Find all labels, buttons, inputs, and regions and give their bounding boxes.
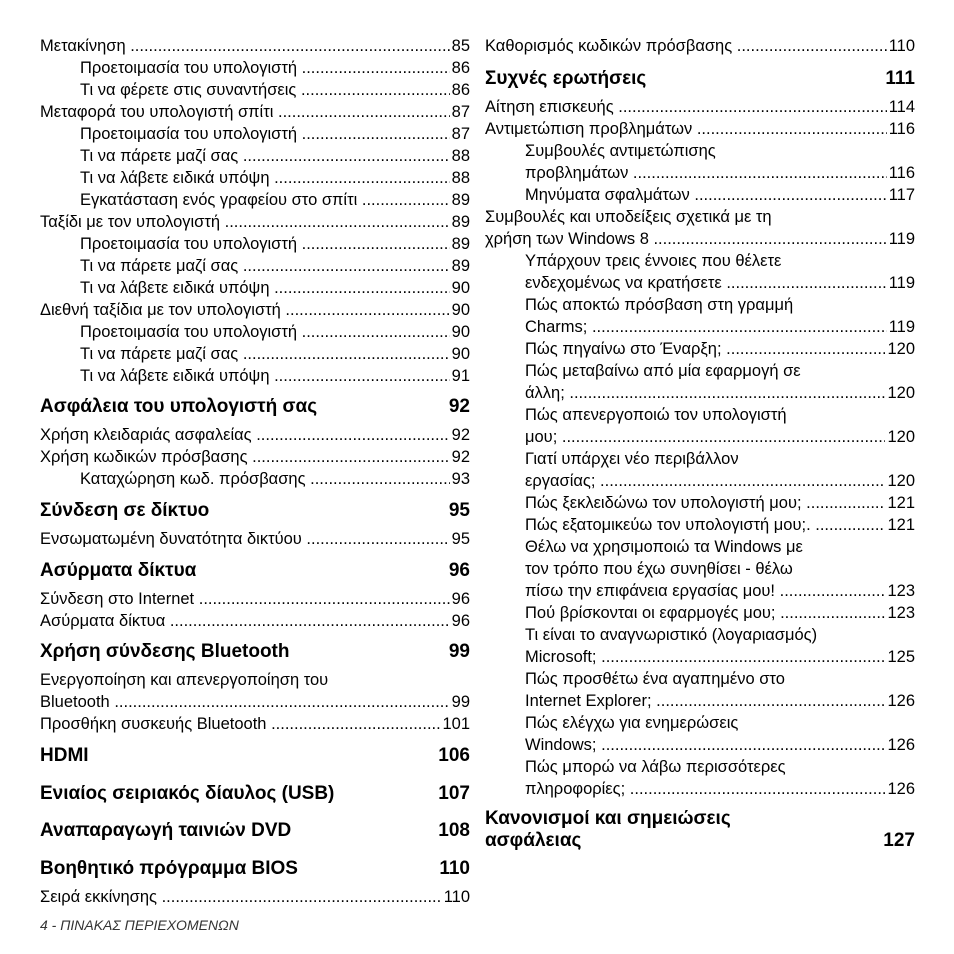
- dot-leader: [301, 79, 450, 101]
- toc-entry-title: ασφάλειας: [485, 830, 582, 851]
- toc-entry[interactable]: [525, 294, 915, 338]
- toc-section-heading[interactable]: [40, 560, 470, 582]
- toc-entry-title: Μεταφορά του υπολογιστή σπίτι: [40, 103, 278, 121]
- toc-entry-title: Πώς πηγαίνω στο Έναρξη;: [525, 340, 727, 358]
- toc-section-heading[interactable]: [40, 641, 470, 663]
- toc-section-heading[interactable]: [40, 820, 470, 842]
- dot-leader: [114, 691, 449, 713]
- dot-leader: [306, 528, 449, 550]
- dot-leader: [252, 446, 450, 468]
- toc-entry-text-line: Συμβουλές αντιμετώπισης: [525, 142, 716, 160]
- toc-entry-title: πίσω την επιφάνεια εργασίας μου!: [525, 582, 780, 600]
- toc-entry-title: πληροφορίες;: [525, 780, 630, 798]
- dot-leader: [302, 233, 450, 255]
- toc-entry[interactable]: [525, 536, 915, 602]
- toc-entry[interactable]: [40, 886, 470, 908]
- toc-page-number: 99: [448, 641, 470, 662]
- toc-entry[interactable]: [80, 123, 470, 145]
- dot-leader: [726, 338, 885, 360]
- dot-leader: [362, 189, 450, 211]
- dot-leader: [170, 610, 450, 632]
- toc-page-number: 86: [451, 81, 470, 99]
- toc-entry[interactable]: [525, 668, 915, 712]
- dot-leader: [562, 426, 886, 448]
- dot-leader: [780, 602, 885, 624]
- toc-entry-title: Τι να πάρετε μαζί σας: [80, 345, 243, 363]
- dot-leader: [130, 35, 449, 57]
- toc-entry-title: Μετακίνηση: [40, 37, 131, 55]
- toc-entry-title: Bluetooth: [40, 693, 115, 711]
- toc-entry[interactable]: [40, 610, 470, 632]
- toc-entry[interactable]: [80, 145, 470, 167]
- toc-entry-title: Τι να λάβετε ειδικά υπόψη: [80, 279, 275, 297]
- toc-entry[interactable]: [40, 299, 470, 321]
- toc-entry-text-line: Πώς αποκτώ πρόσβαση στη γραμμή: [525, 296, 794, 314]
- toc-page-number: 120: [887, 384, 915, 402]
- dot-leader: [737, 35, 887, 57]
- toc-entry-title: Αίτηση επισκευής: [485, 98, 619, 116]
- dot-leader: [274, 167, 450, 189]
- toc-entry-title: Σειρά εκκίνησης: [40, 888, 162, 906]
- dot-leader: [243, 145, 450, 167]
- toc-section-heading[interactable]: [40, 500, 470, 522]
- toc-entry-text-line: Ενεργοποίηση και απενεργοποίηση του: [40, 671, 329, 689]
- toc-entry[interactable]: [485, 118, 915, 140]
- toc-entry[interactable]: [40, 713, 470, 735]
- dot-leader: [225, 211, 450, 233]
- dot-leader: [285, 299, 449, 321]
- toc-entry-title: Ασύρματα δίκτυα: [40, 612, 170, 630]
- toc-entry[interactable]: [80, 57, 470, 79]
- toc-entry-title: Προετοιμασία του υπολογιστή: [80, 323, 302, 341]
- toc-entry-title: Εγκατάσταση ενός γραφείου στο σπίτι: [80, 191, 362, 209]
- dot-leader: [302, 123, 450, 145]
- toc-page-number: 114: [888, 98, 915, 116]
- toc-page-number: 89: [451, 191, 470, 209]
- toc-page-number: 117: [888, 186, 915, 204]
- toc-page-number: 90: [451, 301, 470, 319]
- dot-leader: [601, 734, 885, 756]
- toc-entry-title: Τι να πάρετε μαζί σας: [80, 257, 243, 275]
- toc-entry-text-line: Συμβουλές και υποδείξεις σχετικά με τη: [485, 208, 772, 226]
- toc-section-heading[interactable]: [485, 68, 915, 90]
- dot-leader: [694, 184, 886, 206]
- toc-entry-title: Ασφάλεια του υπολογιστή σας: [40, 396, 318, 417]
- toc-entry-text-line: Πώς μπορώ να λάβω περισσότερες: [525, 758, 786, 776]
- dot-leader: [697, 118, 887, 140]
- toc-entry-title: εργασίας;: [525, 472, 601, 490]
- dot-leader: [592, 316, 887, 338]
- toc-page-number: 92: [451, 426, 470, 444]
- toc-entry[interactable]: [40, 211, 470, 233]
- toc-page-number: 126: [887, 736, 915, 754]
- dot-leader: [618, 96, 886, 118]
- toc-page-number: 99: [451, 693, 470, 711]
- dot-leader: [162, 886, 442, 908]
- dot-leader: [815, 514, 885, 536]
- dot-leader: [243, 343, 450, 365]
- toc-entry-title: Windows;: [525, 736, 602, 754]
- toc-entry[interactable]: [80, 189, 470, 211]
- dot-leader: [600, 470, 885, 492]
- dot-leader: [274, 277, 450, 299]
- toc-page-number: 96: [451, 612, 470, 630]
- toc-page-number: 106: [438, 745, 470, 766]
- dot-leader: [199, 588, 450, 610]
- toc-page-number: 123: [887, 582, 915, 600]
- toc-entry-title: Πώς ξεκλειδώνω τον υπολογιστή μου;: [525, 494, 807, 512]
- dot-leader: [243, 255, 450, 277]
- toc-entry-title: Αντιμετώπιση προβλημάτων: [485, 120, 697, 138]
- toc-page-number: 90: [451, 345, 470, 363]
- toc-entry[interactable]: [525, 140, 915, 184]
- toc-entry[interactable]: [525, 250, 915, 294]
- toc-entry-title: Προσθήκη συσκευής Bluetooth: [40, 715, 272, 733]
- toc-entry[interactable]: [525, 712, 915, 756]
- toc-entry[interactable]: [485, 35, 915, 57]
- toc-entry-title: Προετοιμασία του υπολογιστή: [80, 59, 302, 77]
- toc-page-number: 101: [442, 715, 470, 733]
- toc-entry-title: Βοηθητικό πρόγραμμα BIOS: [40, 858, 298, 879]
- toc-entry-title: Σύνδεση στο Internet: [40, 590, 199, 608]
- toc-entry[interactable]: [525, 492, 915, 514]
- dot-leader: [310, 468, 450, 490]
- dot-leader: [302, 57, 450, 79]
- toc-entry[interactable]: [80, 365, 470, 387]
- toc-entry[interactable]: [40, 588, 470, 610]
- toc-entry[interactable]: [80, 277, 470, 299]
- toc-entry-title: Τι να φέρετε στις συναντήσεις: [80, 81, 301, 99]
- toc-section-heading[interactable]: [40, 745, 470, 767]
- toc-page-number: 92: [448, 396, 470, 417]
- toc-section-heading[interactable]: [40, 858, 470, 880]
- dot-leader: [726, 272, 886, 294]
- dot-leader: [601, 646, 885, 668]
- toc-entry-title: Σύνδεση σε δίκτυο: [40, 500, 210, 521]
- toc-entry[interactable]: [485, 96, 915, 118]
- toc-entry-text-line: Υπάρχουν τρεις έννοιες που θέλετε: [525, 252, 782, 270]
- toc-entry-title: Μηνύματα σφαλμάτων: [525, 186, 695, 204]
- toc-entry-text-line: Κανονισμοί και σημειώσεις: [485, 808, 731, 829]
- toc-entry-title: Ταξίδι με τον υπολογιστή: [40, 213, 225, 231]
- toc-entry-title: Πώς εξατομικεύω τον υπολογιστή μου;.: [525, 516, 816, 534]
- toc-page-number: 119: [888, 318, 915, 336]
- toc-page-number: 119: [888, 274, 915, 292]
- dot-leader: [656, 690, 885, 712]
- toc-entry-title: Καταχώρηση κωδ. πρόσβασης: [80, 470, 311, 488]
- dot-leader: [302, 321, 450, 343]
- toc-entry-title: άλλη;: [525, 384, 570, 402]
- page-footer: 4 - ΠΙΝΑΚΑΣ ΠΕΡΙΕΧΟΜΕΝΩΝ: [40, 917, 239, 933]
- toc-entry-text-line: Πώς μεταβαίνω από μία εφαρμογή σε: [525, 362, 801, 380]
- dot-leader: [278, 101, 450, 123]
- toc-entry-title: Ενσωματωμένη δυνατότητα δικτύου: [40, 530, 307, 548]
- toc-page-number: 88: [451, 169, 470, 187]
- toc-entry[interactable]: [40, 528, 470, 550]
- toc-entry[interactable]: [80, 79, 470, 101]
- toc-entry-title: Χρήση κλειδαριάς ασφαλείας: [40, 426, 257, 444]
- dot-leader: [271, 713, 440, 735]
- toc-page-number: 85: [451, 37, 470, 55]
- dot-leader: [630, 778, 886, 800]
- toc-entry-title: ενδεχομένως να κρατήσετε: [525, 274, 727, 292]
- toc-page-number: 88: [451, 147, 470, 165]
- toc-section-heading[interactable]: [40, 396, 470, 418]
- toc-entry-title: Charms;: [525, 318, 592, 336]
- toc-entry[interactable]: [485, 206, 915, 250]
- toc-entry-title: Τι να λάβετε ειδικά υπόψη: [80, 169, 275, 187]
- toc-page-number: 110: [439, 858, 470, 879]
- toc-page-number: 86: [451, 59, 470, 77]
- toc-entry[interactable]: [40, 424, 470, 446]
- dot-leader: [806, 492, 885, 514]
- toc-page-number: 89: [451, 257, 470, 275]
- toc-entry-text-line: Πώς ελέγχω για ενημερώσεις: [525, 714, 739, 732]
- toc-page-number: 91: [451, 367, 470, 385]
- toc-page-number: 96: [451, 590, 470, 608]
- toc-entry[interactable]: [525, 404, 915, 448]
- toc-page-number: 120: [887, 428, 915, 446]
- dot-leader: [633, 162, 887, 184]
- toc-entry[interactable]: [80, 167, 470, 189]
- toc-entry-title: Προετοιμασία του υπολογιστή: [80, 235, 302, 253]
- toc-entry-title: Internet Explorer;: [525, 692, 657, 710]
- toc-entry[interactable]: [40, 446, 470, 468]
- toc-entry-title: Πού βρίσκονται οι εφαρμογές μου;: [525, 604, 781, 622]
- toc-page-number: 120: [887, 340, 915, 358]
- toc-entry-title: Προετοιμασία του υπολογιστή: [80, 125, 302, 143]
- toc-entry-text-line: Πώς προσθέτω ένα αγαπημένο στο: [525, 670, 785, 688]
- toc-entry-title: Συχνές ερωτήσεις: [485, 68, 647, 89]
- toc-page-number: 116: [888, 120, 915, 138]
- toc-entry-title: Microsoft;: [525, 648, 602, 666]
- toc-page-number: 127: [883, 830, 915, 851]
- toc-page-number: 87: [451, 103, 470, 121]
- toc-page-number: 110: [443, 888, 470, 906]
- toc-page-number: 89: [451, 213, 470, 231]
- toc-page-number: 95: [451, 530, 470, 548]
- toc-page-number: 93: [451, 470, 470, 488]
- toc-page-number: 108: [438, 820, 470, 841]
- toc-section-heading[interactable]: [40, 783, 470, 805]
- toc-entry-title: HDMI: [40, 745, 89, 766]
- toc-entry-title: Χρήση σύνδεσης Bluetooth: [40, 641, 290, 662]
- toc-page-number: 90: [451, 323, 470, 341]
- dot-leader: [780, 580, 886, 602]
- toc-entry[interactable]: [80, 255, 470, 277]
- toc-page-number: 120: [887, 472, 915, 490]
- toc-entry-text-line: Πώς απενεργοποιώ τον υπολογιστή: [525, 406, 787, 424]
- dot-leader: [256, 424, 449, 446]
- toc-page-number: 119: [888, 230, 915, 248]
- toc-entry[interactable]: [80, 343, 470, 365]
- toc-entry[interactable]: [40, 35, 470, 57]
- toc-page-number: 111: [885, 68, 915, 89]
- toc-entry-title: Καθορισμός κωδικών πρόσβασης: [485, 37, 737, 55]
- dot-leader: [274, 365, 450, 387]
- toc-entry-title: Αναπαραγωγή ταινιών DVD: [40, 820, 292, 841]
- toc-entry[interactable]: [40, 669, 470, 713]
- toc-entry-title: Τι να λάβετε ειδικά υπόψη: [80, 367, 275, 385]
- toc-page-number: 126: [887, 692, 915, 710]
- toc-page-number: 95: [448, 500, 470, 521]
- toc-page-number: 92: [451, 448, 470, 466]
- toc-page-number: 116: [888, 164, 915, 182]
- toc-entry[interactable]: [525, 756, 915, 800]
- toc-section-heading[interactable]: [485, 808, 915, 852]
- toc-page-number: 121: [887, 494, 915, 512]
- toc-entry-title: μου;: [525, 428, 562, 446]
- toc-entry[interactable]: [525, 514, 915, 536]
- toc-page-number: 89: [451, 235, 470, 253]
- toc-entry[interactable]: [525, 360, 915, 404]
- toc-page-number: 90: [451, 279, 470, 297]
- toc-page-number: 107: [438, 783, 470, 804]
- dot-leader: [653, 228, 886, 250]
- toc-entry[interactable]: [80, 233, 470, 255]
- toc-entry[interactable]: [525, 448, 915, 492]
- toc-entry[interactable]: [525, 624, 915, 668]
- toc-entry-title: Χρήση κωδικών πρόσβασης: [40, 448, 253, 466]
- toc-entry-title: χρήση των Windows 8: [485, 230, 654, 248]
- toc-entry[interactable]: [80, 468, 470, 490]
- toc-entry-title: Ενιαίος σειριακός δίαυλος (USB): [40, 783, 335, 804]
- toc-page-number: 110: [888, 37, 915, 55]
- toc-page-number: 126: [887, 780, 915, 798]
- toc-entry-text-line: τον τρόπο που έχω συνηθίσει - θέλω: [525, 560, 793, 578]
- toc-entry-title: προβλημάτων: [525, 164, 633, 182]
- toc-entry[interactable]: [80, 321, 470, 343]
- toc-entry-title: Τι να πάρετε μαζί σας: [80, 147, 243, 165]
- toc-page-number: 123: [887, 604, 915, 622]
- toc-entry-text-line: Γιατί υπάρχει νέο περιβάλλον: [525, 450, 739, 468]
- toc-page-number: 125: [887, 648, 915, 666]
- toc-entry-text-line: Τι είναι το αναγνωριστικό (λογαριασμός): [525, 626, 818, 644]
- toc-entry[interactable]: [525, 338, 915, 360]
- toc-entry[interactable]: [40, 101, 470, 123]
- toc-entry[interactable]: [525, 184, 915, 206]
- toc-entry[interactable]: [525, 602, 915, 624]
- toc-page-number: 121: [887, 516, 915, 534]
- toc-page-number: 87: [451, 125, 470, 143]
- toc-page-number: 96: [448, 560, 470, 581]
- toc-entry-title: Ασύρματα δίκτυα: [40, 560, 197, 581]
- toc-entry-text-line: Θέλω να χρησιμοποιώ τα Windows με: [525, 538, 803, 556]
- toc-entry-title: Διεθνή ταξίδια με τον υπολογιστή: [40, 301, 286, 319]
- dot-leader: [569, 382, 885, 404]
